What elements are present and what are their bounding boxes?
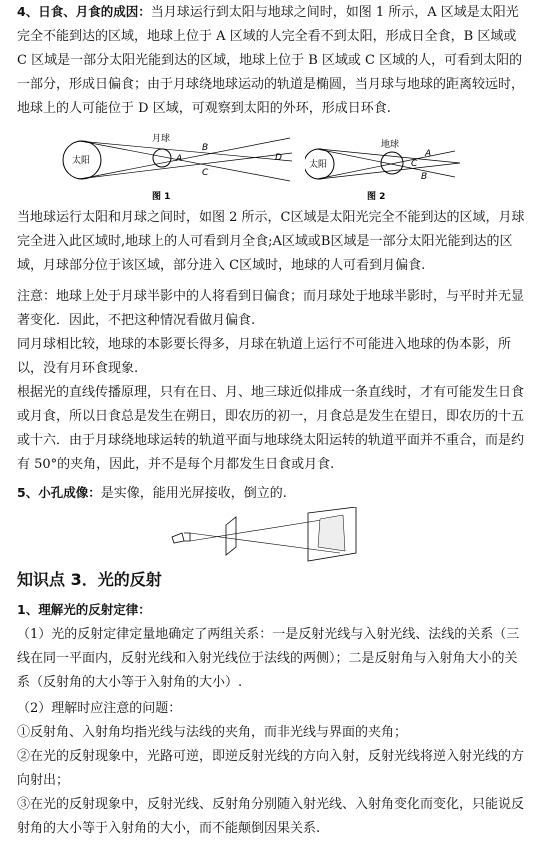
- fig1-label-d: D: [275, 153, 282, 163]
- pinhole-board: [226, 517, 236, 555]
- paragraph-note: 注意：地球上处于月球半影中的人将看到日偏食；而月球处于地球半影时，与平时并无显著变化．因此，不把这种情况看做月偏食.: [17, 289, 525, 328]
- section-title: 知识点 3．光的反射: [17, 570, 162, 589]
- heading-eclipse: 4、日食、月食的成因：: [17, 4, 151, 19]
- paragraph-pinhole: [17, 481, 527, 506]
- paragraph-principle: 根据光的直线传播原理，只有在日、月、地三球近似排成一条直线时，才有可能发生日食或月食，所以日食总是发生在朔日，即农历的初一，月食总是发生在望日，即农历的十五或十六．由于月球绕地球运转的轨道平面与地球绕太阳运转的轨道平面并不重合，而是约有 50°的夹角，因此，并不是每个月都发生日食或月食.: [17, 385, 525, 472]
- inverted-image-icon: [318, 515, 345, 551]
- subheading-reflection-law: [17, 598, 527, 623]
- fig1-label-sun: 太阳: [72, 156, 91, 166]
- item-4: ②在光的反射现象中，光路可逆，即逆反射光线的方向入射，反射光线将逆入射光线的方向射出；: [17, 749, 525, 788]
- item-3: ①反射角、入射角均指光线与法线的夹角，而非光线与界面的夹角；: [17, 725, 408, 740]
- item-5: ③在光的反射现象中，反射光线、反射角分别随入射光线、入射角变化而变化，只能说反射角的大小等于入射角的大小，而不能颠倒因果关系.: [17, 797, 525, 836]
- paragraph-lunar-eclipse: 当地球运行太阳和月球之间时，如图 2 所示，C区域是太阳光完全不能到达的区域，月球完全进入此区域时,地球上的人可看到月全食;A区域或B区域是一部分太阳光能到达的区域，月球部分位于该区域，部分进入 C区域时，地球的人可看到月偏食.: [17, 210, 525, 273]
- fig2-label-b: B: [421, 172, 428, 182]
- fig2-label-c: C: [411, 159, 418, 169]
- figure-pinhole-camera: [168, 507, 368, 563]
- item-1: （1）光的反射定律定量地确定了两组关系：一是反射光线与入射光线、法线的关系（三线在同一平面内，反射光线和入射光线位于法线的两侧）；二是反射角与入射角大小的关系（反射角的大小等于入射角的大小）.: [17, 627, 520, 690]
- fig1-caption: 图 1: [152, 192, 171, 202]
- paragraph-eclipse-cause: [17, 0, 527, 121]
- paragraph-comparison: 同月球相比较，地球的本影要长得多，月球在轨道上运行不可能进入地球的伪本影，所以，没有月环食现象.: [17, 337, 512, 376]
- text-eclipse-cause: 当月球运行到太阳与地球之间时，如图 1 所示，A 区域是太阳光完全不能到达的区域，地球上位于 A 区域的人完全看不到太阳，形成日全食，B 区域或 C 区域是一部分太阳光能到达的区域，地球上位于 B 区域或 C 区域的人，可看到太阳的一部分，形成日偏食；由于月球绕地球运动的轨道是椭圆，当月球与地球的距离较远时，地球上的人可能位于 D 区域，可观察到太阳的外环，形成日环食.: [17, 5, 525, 116]
- figure-2-lunar-eclipse: [305, 133, 465, 203]
- fig2-label-a: A: [425, 149, 432, 159]
- fig1-label-b: B: [202, 143, 209, 153]
- heading-pinhole: 5、小孔成像：: [17, 485, 101, 500]
- fig1-label-c: C: [202, 168, 209, 178]
- fig2-label-sun: 太阳: [309, 160, 328, 170]
- item-2: （2）理解时应注意的问题：: [17, 701, 182, 716]
- figure-1-solar-eclipse: [60, 133, 300, 203]
- fig1-label-moon: 月球: [152, 134, 171, 144]
- subheading-text: 1、理解光的反射定律：: [17, 602, 151, 617]
- fig1-label-a: A: [176, 154, 183, 164]
- candle-flame-icon: [172, 533, 184, 543]
- fig2-label-earth: 地球: [381, 140, 400, 150]
- fig2-caption: 图 2: [367, 192, 386, 202]
- text-pinhole: 是实像，能用光屏接收，倒立的.: [100, 486, 287, 501]
